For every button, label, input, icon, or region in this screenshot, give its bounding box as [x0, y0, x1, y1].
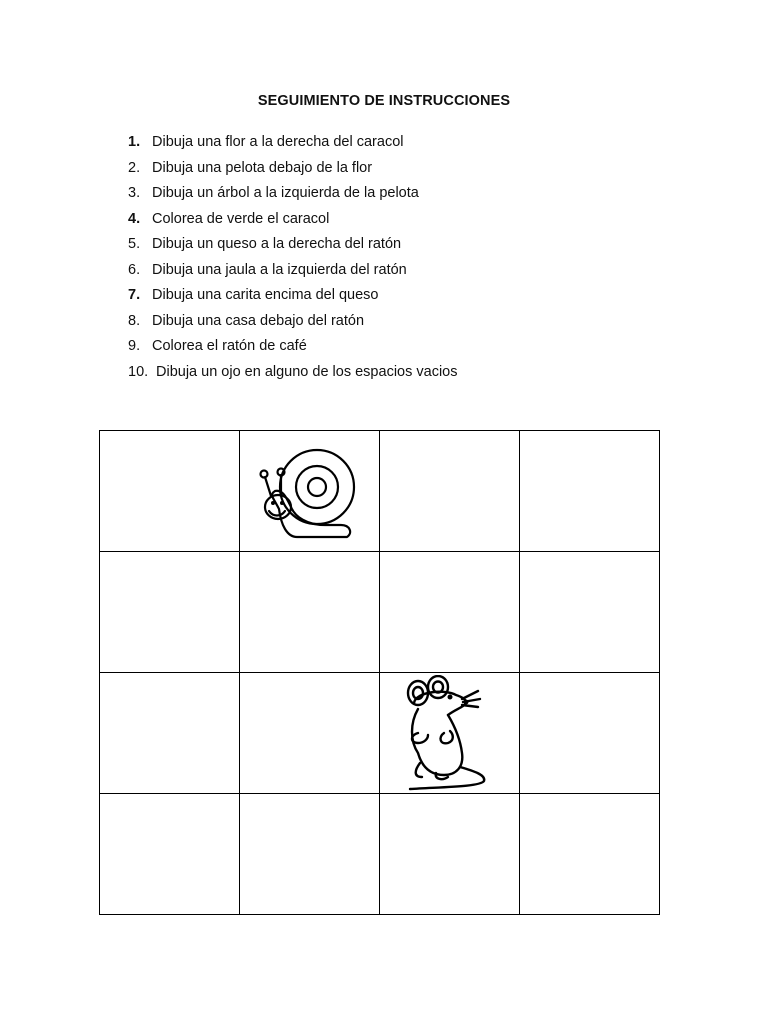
instruction-number: 3. [128, 185, 141, 201]
instruction-number: 6. [128, 261, 141, 278]
grid-cell [520, 794, 660, 915]
instruction-number: 10. [128, 363, 149, 380]
instruction-text: Dibuja una carita encima del queso [152, 287, 379, 303]
drawing-grid [99, 430, 660, 915]
grid-row [100, 552, 660, 673]
instruction-text: Colorea el ratón de café [152, 338, 307, 354]
instruction-number: 9. [128, 338, 141, 354]
instruction-item [128, 334, 457, 360]
grid-cell [520, 552, 660, 673]
grid-cell-mouse [380, 673, 520, 794]
instruction-list [128, 130, 457, 385]
instruction-text: Dibuja un queso a la derecha del ratón [152, 236, 402, 252]
instruction-item [128, 360, 457, 386]
grid-cell [240, 794, 380, 915]
instruction-text: Dibuja un ojo en alguno de los espacios vacios [156, 363, 458, 380]
grid-row [100, 431, 660, 552]
instruction-item [128, 309, 457, 335]
instruction-number: 7. [128, 287, 141, 303]
instruction-item [128, 232, 457, 258]
grid-row [100, 794, 660, 915]
worksheet-title: SEGUIMIENTO DE INSTRUCCIONES [257, 93, 511, 109]
grid-cell [100, 673, 240, 794]
instruction-text: Dibuja un árbol a la izquierda de la pelota [152, 185, 419, 201]
instruction-item [128, 156, 457, 182]
instruction-text: Colorea de verde el caracol [152, 210, 330, 227]
grid-cell [520, 431, 660, 552]
grid-cell [380, 431, 520, 552]
grid-cell-snail [240, 431, 380, 552]
instruction-text: Dibuja una casa debajo del ratón [152, 312, 365, 329]
mouse-icon [400, 675, 500, 791]
instruction-number: 2. [128, 159, 141, 176]
grid-cell [100, 431, 240, 552]
instruction-number: 8. [128, 312, 141, 329]
instruction-number: 1. [128, 134, 141, 150]
grid-cell [240, 552, 380, 673]
instruction-item [128, 258, 457, 284]
grid-cell [100, 794, 240, 915]
instruction-number: 4. [128, 210, 141, 227]
instruction-text: Dibuja una jaula a la izquierda del ratón [152, 261, 407, 278]
instruction-item [128, 130, 457, 156]
grid-cell [380, 552, 520, 673]
instruction-number: 5. [128, 236, 141, 252]
grid-cell [380, 794, 520, 915]
instruction-item [128, 283, 457, 309]
grid-row [100, 673, 660, 794]
instruction-item [128, 207, 457, 233]
grid-cell [520, 673, 660, 794]
grid-cell [240, 673, 380, 794]
snail-icon [251, 437, 369, 545]
instruction-text: Dibuja una flor a la derecha del caracol [152, 134, 404, 150]
grid-cell [100, 552, 240, 673]
instruction-text: Dibuja una pelota debajo de la flor [152, 159, 373, 176]
instruction-item [128, 181, 457, 207]
